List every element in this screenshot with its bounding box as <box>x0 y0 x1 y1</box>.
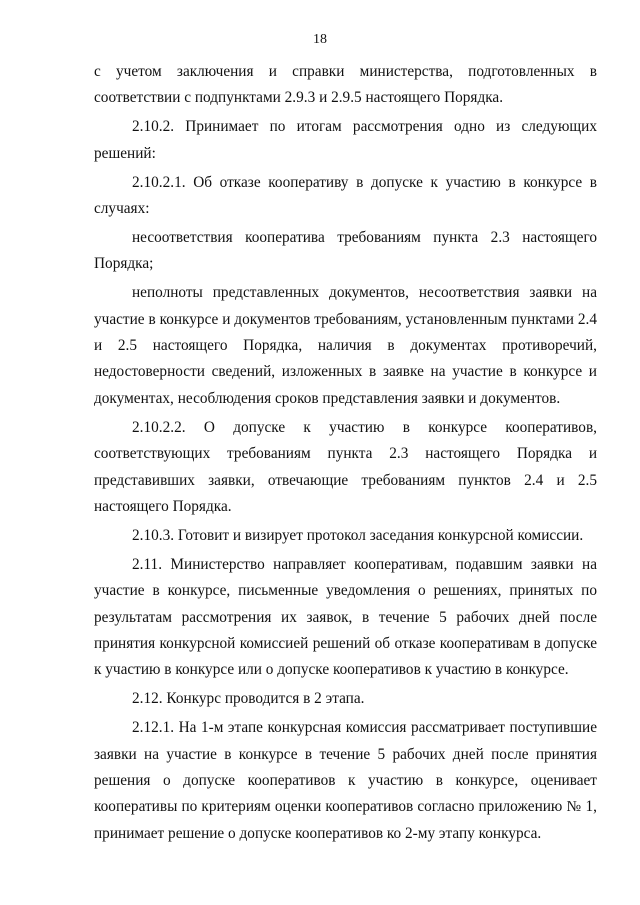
paragraph-2-12-1: 2.12.1. На 1-м этапе конкурсная комиссия рассматривает поступившие заявки на участие в конкурсе в течение 5 рабочих дней после принятия решения о допуске кооперативов к участию в конкурсе, оценивает кооперативы по критериям оценки кооперативов согласно приложению № 1, принимает решение о допуске кооперативов ко 2-му этапу конкурса. <box>94 719 597 842</box>
paragraph-2-10-2-2: 2.10.2.2. О допуске к участию в конкурсе кооперативов, соответствующих требованиям пункта 2.3 настоящего Порядка и представивших заявки, отвечающие требованиям пунктов 2.4 и 2.5 настоящего Порядка. <box>94 418 597 515</box>
paragraph-2-10-2-1: 2.10.2.1. Об отказе кооперативу в допуске к участию в конкурсе в случаях: <box>94 173 597 218</box>
paragraph-continuation: с учетом заключения и справки министерства, подготовленных в соответствии с подпунктами 2.9.3 и 2.9.5 настоящего Порядка. <box>94 63 597 107</box>
paragraph-2-12: 2.12. Конкурс проводится в 2 этапа. <box>132 690 365 708</box>
paragraph-incompleteness: неполноты представленных документов, несоответствия заявки на участие в конкурсе и документов требованиям, установленным пунктами 2.4 и 2.5 настоящего Порядка, наличия в документах противоречий, недостоверности сведений, изложенных в заявке на участие в конкурсе и документах, несоблюдения сроков представления заявки и документов. <box>94 284 597 407</box>
paragraph-2-10-3: 2.10.3. Готовит и визирует протокол заседания конкурсной комиссии. <box>132 526 584 544</box>
paragraph-2-10-2: 2.10.2. Принимает по итогам рассмотрения одно из следующих решений: <box>94 118 597 162</box>
page-number: 18 <box>313 32 327 47</box>
paragraph-2-11: 2.11. Министерство направляет кооперативам, подавшим заявки на участие в конкурсе, письменные уведомления о решениях, принятых по результатам рассмотрения их заявок, в течение 5 рабочих дней после принятия конкурсной комиссией решений об отказе кооперативам в допуске к участию в конкурсе или о допуске кооперативов к участию в конкурсе. <box>94 555 597 679</box>
paragraph-nonconformity: несоответствия кооператива требованиям пункта 2.3 настоящего Порядка; <box>94 228 597 273</box>
document-body <box>94 59 597 850</box>
